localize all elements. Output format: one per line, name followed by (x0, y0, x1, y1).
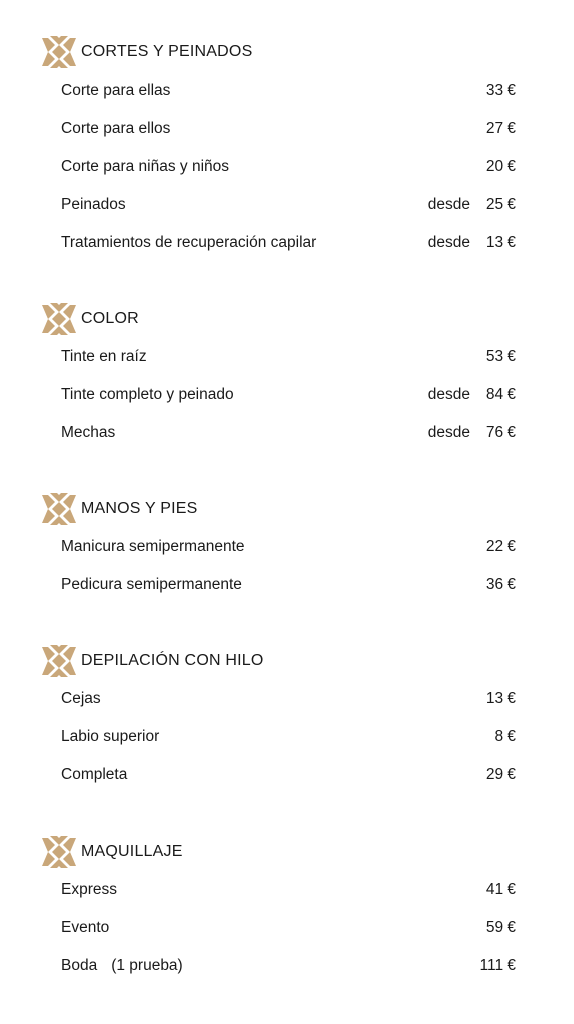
service-price: 20 € (485, 158, 516, 175)
service-price: 84 € (485, 386, 516, 403)
service-price: 8 € (494, 728, 516, 745)
service-price: 53 € (485, 348, 516, 365)
service-name: Corte para niñas y niños (61, 158, 230, 175)
list-item (61, 156, 516, 178)
service-name: Mechas (61, 424, 116, 441)
service-price: 33 € (485, 82, 516, 99)
list-item (61, 384, 516, 406)
service-name: Labio superior (61, 728, 160, 745)
service-price: 13 € (485, 690, 516, 707)
service-name: Corte para ellos (61, 120, 171, 137)
section-title: CORTES Y PEINADOS (81, 43, 253, 60)
service-price: 25 € (485, 196, 516, 213)
list-item (61, 955, 516, 977)
service-name: Corte para ellas (61, 82, 171, 99)
list-item (61, 726, 516, 748)
list-item (61, 80, 516, 102)
service-name-text: Boda (61, 957, 98, 974)
service-name: Tinte en raíz (61, 348, 147, 365)
service-note: (1 prueba) (111, 957, 183, 974)
service-price: 22 € (485, 538, 516, 555)
list-item (61, 917, 516, 939)
service-name: Peinados (61, 196, 126, 213)
gold-x-ornament-icon (42, 836, 76, 868)
list-item (61, 764, 516, 786)
service-name: Evento (61, 919, 110, 936)
service-name (61, 955, 183, 977)
list-item (61, 574, 516, 596)
service-price: 29 € (485, 766, 516, 783)
list-item (61, 422, 516, 444)
service-name: Express (61, 881, 117, 898)
list-item (61, 346, 516, 368)
list-item (61, 118, 516, 140)
gold-x-ornament-icon (42, 645, 76, 677)
section-header (42, 303, 139, 335)
service-price: 13 € (485, 234, 516, 251)
list-item (61, 879, 516, 901)
list-item (61, 194, 516, 216)
from-label: desde (427, 386, 470, 403)
service-price: 41 € (485, 881, 516, 898)
service-name: Cejas (61, 690, 101, 707)
service-name: Completa (61, 766, 128, 783)
section-header (42, 836, 183, 868)
service-price: 111 € (479, 957, 516, 974)
from-label: desde (427, 424, 470, 441)
section-title: COLOR (81, 310, 139, 327)
gold-x-ornament-icon (42, 493, 76, 525)
section-title: DEPILACIÓN CON HILO (81, 652, 264, 669)
section-title: MANOS Y PIES (81, 500, 198, 517)
gold-x-ornament-icon (42, 36, 76, 68)
service-price: 59 € (485, 919, 516, 936)
service-name: Tinte completo y peinado (61, 386, 234, 403)
section-header (42, 36, 252, 68)
gold-x-ornament-icon (42, 303, 76, 335)
section-header (42, 493, 198, 525)
from-label: desde (427, 234, 470, 251)
service-price: 36 € (485, 576, 516, 593)
section-title: MAQUILLAJE (81, 843, 183, 860)
service-name: Tratamientos de recuperación capilar (61, 234, 317, 251)
section-header (42, 645, 264, 677)
service-price: 76 € (485, 424, 516, 441)
list-item (61, 688, 516, 710)
service-name: Manicura semipermanente (61, 538, 245, 555)
list-item (61, 536, 516, 558)
from-label: desde (427, 196, 470, 213)
list-item (61, 232, 516, 254)
service-name: Pedicura semipermanente (61, 576, 242, 593)
service-price: 27 € (485, 120, 516, 137)
